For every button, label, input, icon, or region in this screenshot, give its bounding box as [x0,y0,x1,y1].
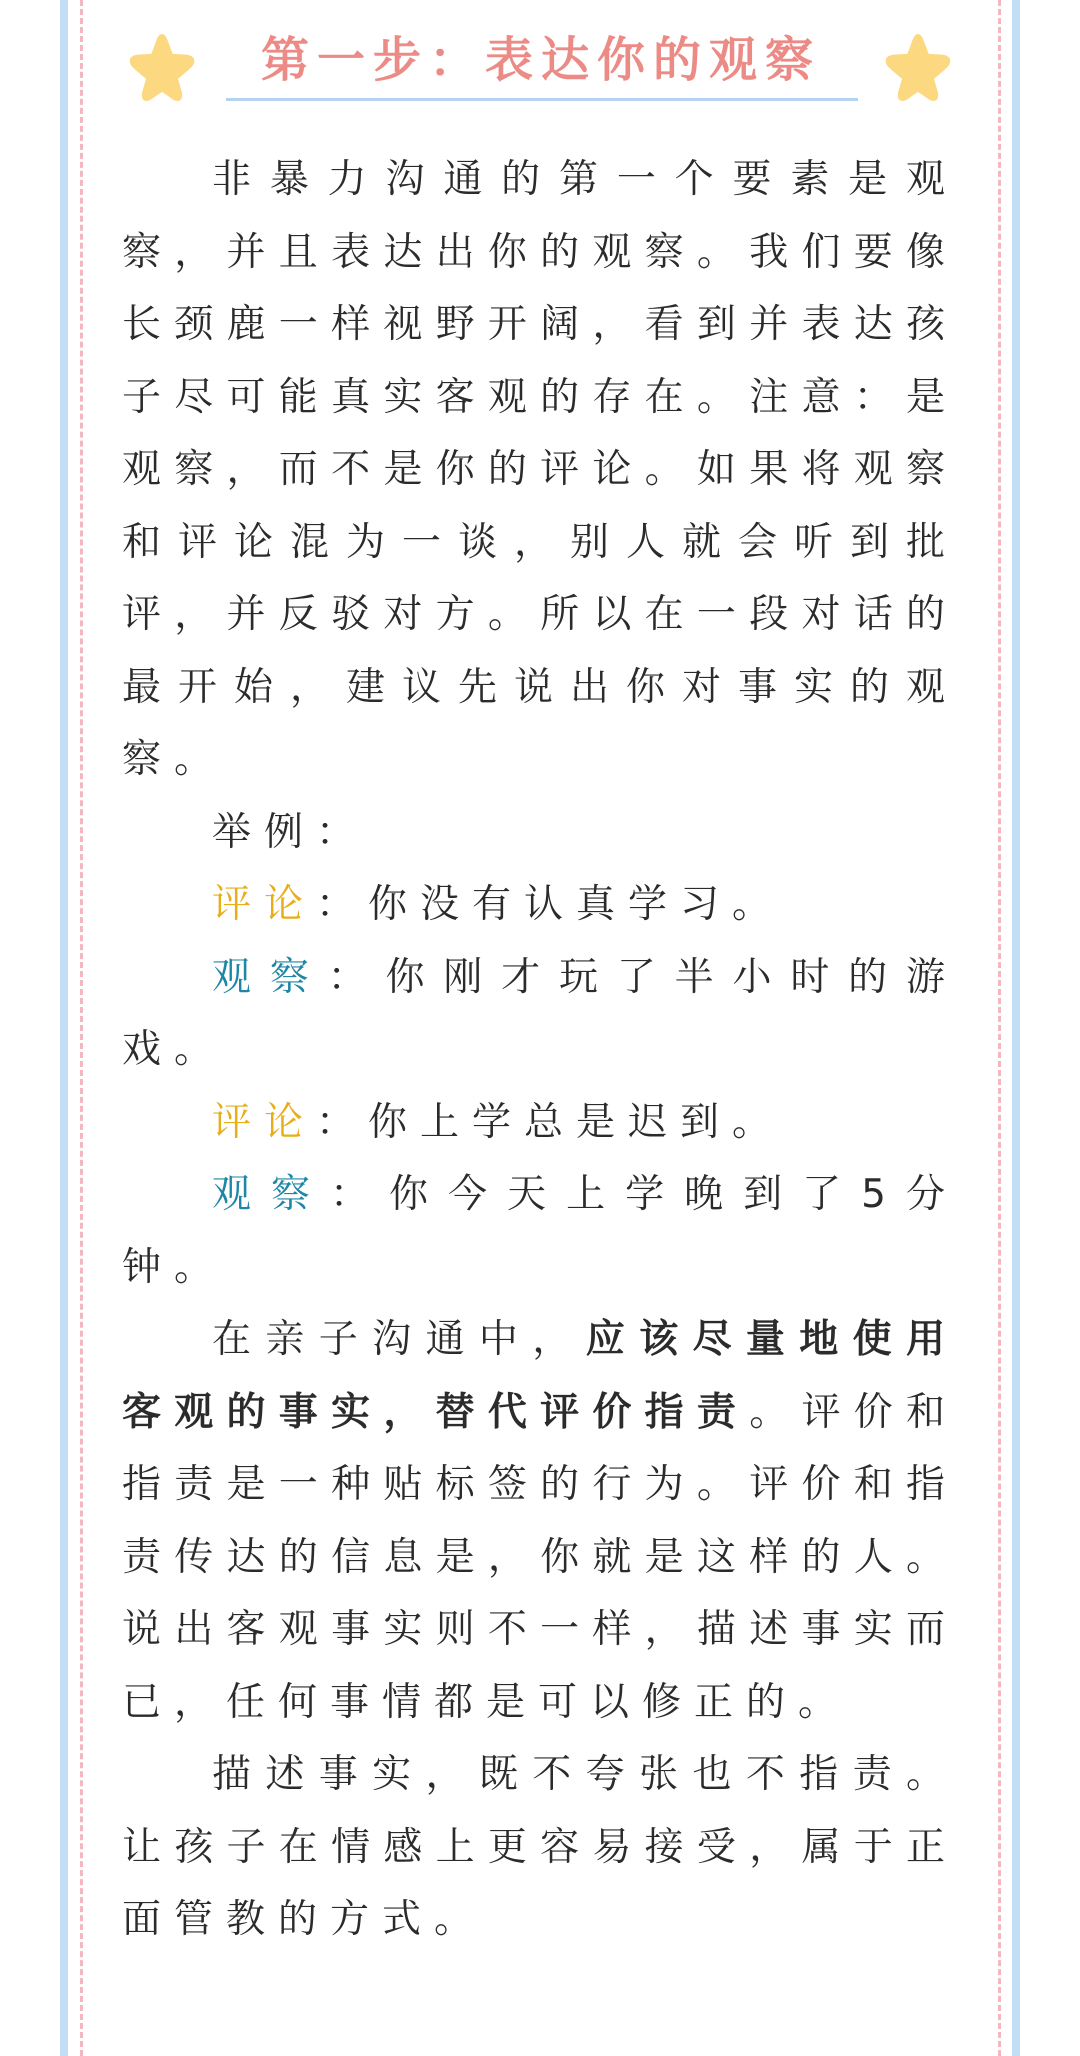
example-text: 你今天上学晚到了5分钟。 [122,1172,958,1290]
example-text: 你刚才玩了半小时的游戏。 [122,954,958,1072]
example-line [122,869,958,942]
comment-label: 评论 [212,882,317,927]
separator: ： [316,882,369,927]
example-line [122,942,958,1087]
right-border-blue [1012,0,1020,2056]
observe-label: 观察 [212,1172,331,1217]
star-icon [880,28,956,104]
example-line [122,1087,958,1160]
key-point-bold: 应该尽量地使用客观的事实，替代评价指责 [122,1317,958,1435]
separator: ： [316,1099,369,1145]
comment-label: 评论 [212,1099,317,1145]
paragraph-conclusion: 描述事实，既不夸张也不指责。让孩子在情感上更容易接受，属于正面管教的方式。 [122,1752,958,1942]
title-underline [226,98,858,101]
example-text: 你上学总是迟到。 [368,1099,785,1145]
article-body [122,144,958,1957]
separator: ： [327,954,386,1000]
paragraph-parenting [122,1304,958,1739]
left-border-dashed [80,0,83,2056]
paragraph-intro: 非暴力沟通的第一个要素是观察，并且表达出你的观察。我们要像长颈鹿一样视野开阔，看到并表达孩子尽可能真实客观的存在。注意：是观察，而不是你的评论。如果将观察和评论混为一谈，别人就会听到批评，并反驳对方。所以在一段对话的最开始，建议先说出你对事实的观察。 [122,157,958,782]
separator: ： [330,1172,390,1217]
right-border-dashed [998,0,1001,2056]
left-border-blue [60,0,68,2056]
star-icon [124,28,200,104]
example-text: 你没有认真学习。 [368,882,785,927]
paragraph-text: 。评价和指责是一种贴标签的行为。评价和指责传达的信息是，你就是这样的人。说出客观事实则不一样，描述事实而已，任何事情都是可以修正的。 [122,1389,958,1725]
example-label: 举例： [212,809,369,855]
section-title: 第一步：表达你的观察 [260,32,821,88]
paragraph-text: 在亲子沟通中， [212,1317,586,1362]
observe-label: 观察 [212,954,328,1000]
example-line [122,1159,958,1304]
